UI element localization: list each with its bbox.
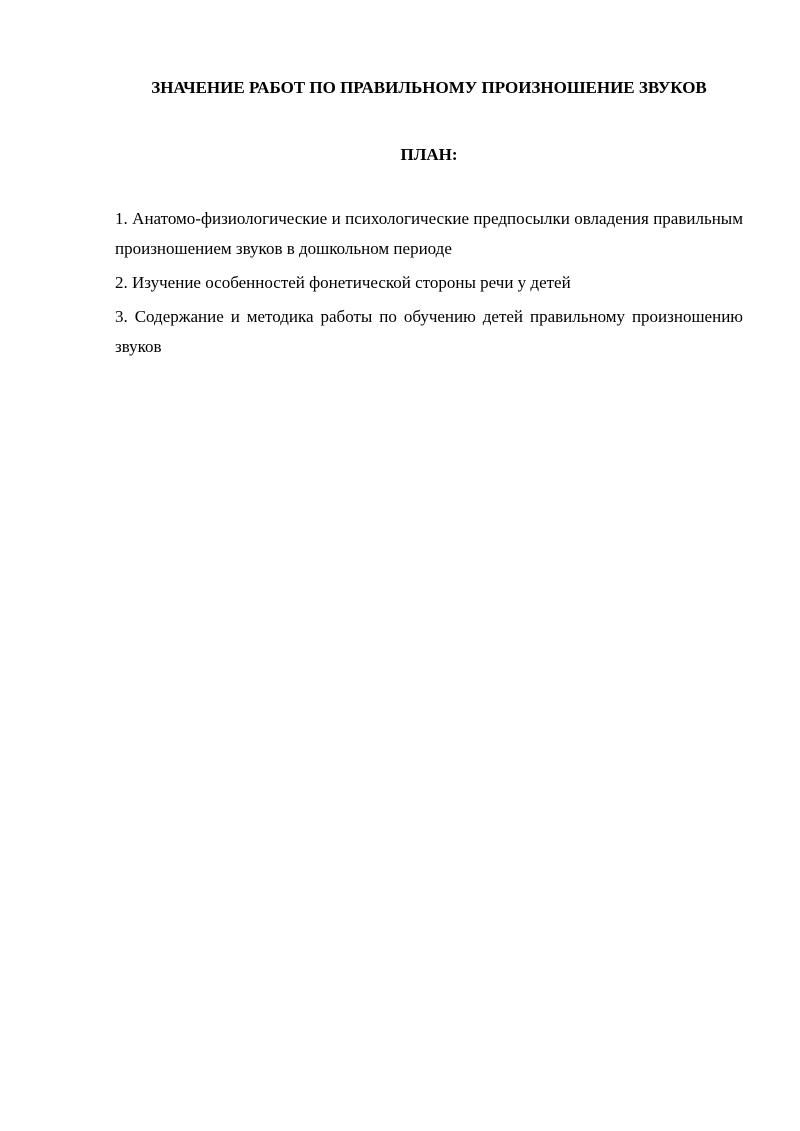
plan-item-1: 1. Анатомо-физиологические и психологические предпосылки овладения правильным произношением звуков в дошкольном периоде [115, 209, 743, 258]
plan-item-3: 3. Содержание и методика работы по обучению детей правильному произношению звуков [115, 307, 743, 356]
plan-item-2: 2. Изучение особенностей фонетической стороны речи у детей [115, 273, 571, 292]
plan-heading: ПЛАН: [400, 145, 458, 164]
plan-list [115, 204, 743, 366]
document-title: ЗНАЧЕНИЕ РАБОТ ПО ПРАВИЛЬНОМУ ПРОИЗНОШЕНИЕ ЗВУКОВ [151, 78, 707, 97]
